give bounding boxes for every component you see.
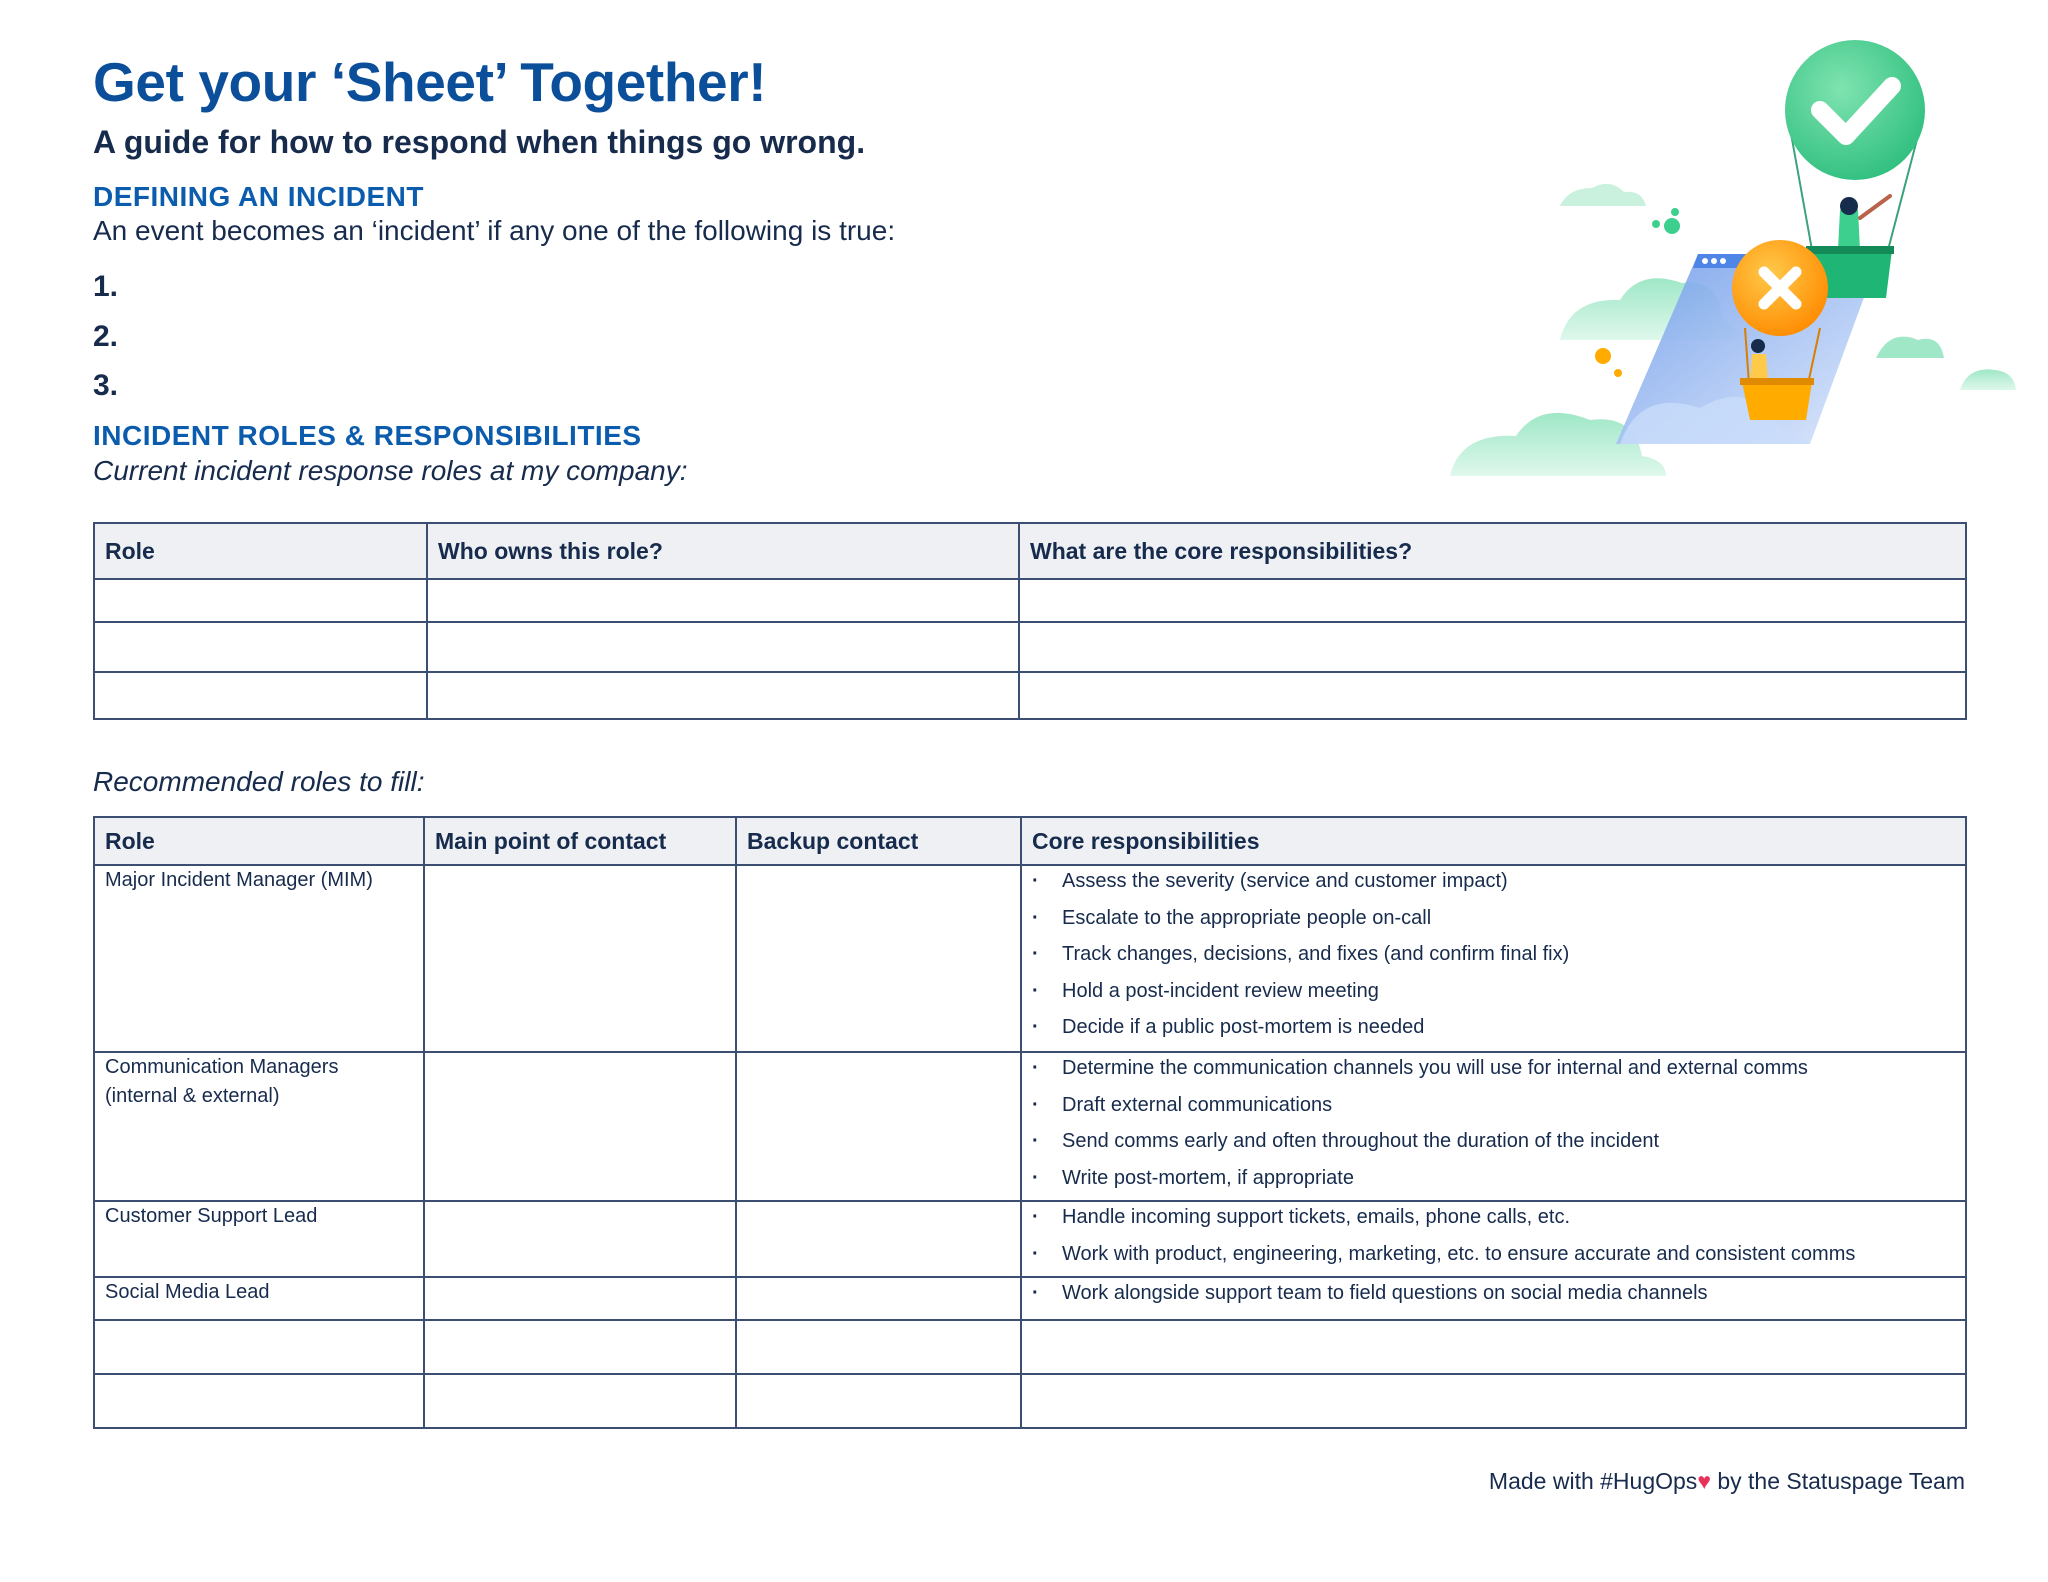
footer-credit	[1489, 1468, 1965, 1495]
column-header-core-responsibilities: Core responsibilities	[1021, 817, 1966, 865]
defining-incident-heading: DEFINING AN INCIDENT	[93, 181, 424, 212]
footer-text-before: Made with #HugOps	[1488, 1468, 1698, 1494]
backup-contact-cell[interactable]	[736, 1052, 1021, 1201]
dot-decoration	[1595, 348, 1611, 364]
page-subtitle: A guide for how to respond when things go wrong.	[93, 124, 866, 160]
table-row	[94, 622, 1966, 672]
table-row	[94, 1201, 1966, 1277]
responsibility-item: · Write post-mortem, if appropriate	[1032, 1163, 1955, 1200]
column-header-role: Role	[94, 817, 424, 865]
page-title: Get your ‘Sheet’ Together!	[93, 51, 767, 113]
responsibility-item: · Track changes, decisions, and fixes (and confirm final fix)	[1032, 939, 1955, 976]
main-contact-cell[interactable]	[424, 1052, 736, 1201]
dot-decoration	[1664, 218, 1680, 234]
current-roles-intro: Current incident response roles at my company:	[93, 455, 688, 486]
empty-cell[interactable]	[94, 1320, 424, 1374]
recommended-roles-table	[93, 816, 1967, 1429]
responsibility-item: · Hold a post-incident review meeting	[1032, 976, 1955, 1013]
responsibilities-cell	[1021, 1277, 1966, 1320]
balloons-illustration	[1420, 28, 2020, 488]
column-header-role: Role	[94, 523, 427, 579]
role-name: Communication Managers (internal & external)	[94, 1052, 424, 1201]
empty-cell[interactable]	[1019, 622, 1966, 672]
empty-cell[interactable]	[94, 672, 427, 719]
empty-cell[interactable]	[427, 672, 1019, 719]
column-header-owner: Who owns this role?	[427, 523, 1019, 579]
responsibility-item: · Determine the communication channels you will use for internal and external comms	[1032, 1053, 1955, 1090]
cloud-icon	[1876, 337, 1944, 358]
heart-icon: ♥	[1697, 1468, 1711, 1494]
incident-roles-heading: INCIDENT ROLES & RESPONSIBILITIES	[93, 420, 642, 451]
current-roles-table	[93, 522, 1967, 720]
responsibility-item: · Draft external communications	[1032, 1090, 1955, 1127]
main-contact-cell[interactable]	[424, 865, 736, 1052]
defining-incident-intro: An event becomes an ‘incident’ if any one of the following is true:	[93, 215, 896, 246]
empty-cell[interactable]	[1021, 1374, 1966, 1428]
table-header-row	[94, 523, 1966, 579]
table-row	[94, 1052, 1966, 1201]
responsibility-item: · Handle incoming support tickets, emails, phone calls, etc.	[1032, 1202, 1955, 1239]
dot-decoration	[1671, 208, 1679, 216]
empty-cell[interactable]	[736, 1374, 1021, 1428]
responsibility-item: · Decide if a public post-mortem is needed	[1032, 1012, 1955, 1049]
cloud-icon	[1560, 184, 1646, 206]
empty-cell[interactable]	[1019, 672, 1966, 719]
table-row	[94, 1374, 1966, 1428]
backup-contact-cell[interactable]	[736, 1277, 1021, 1320]
dot-decoration	[1652, 220, 1660, 228]
responsibility-item: · Work with product, engineering, marketing, etc. to ensure accurate and consistent comms	[1032, 1239, 1955, 1276]
cloud-icon	[1960, 369, 2016, 390]
empty-cell[interactable]	[1019, 579, 1966, 622]
role-name: Social Media Lead	[94, 1277, 424, 1320]
column-header-backup-contact: Backup contact	[736, 817, 1021, 865]
table-row	[94, 579, 1966, 622]
table-row	[94, 1320, 1966, 1374]
footer-text-after: by the Statuspage Team	[1710, 1468, 1965, 1494]
backup-contact-cell[interactable]	[736, 865, 1021, 1052]
table-header-row	[94, 817, 1966, 865]
incident-criterion-3: 3.	[93, 369, 119, 402]
empty-cell[interactable]	[94, 1374, 424, 1428]
empty-cell[interactable]	[427, 579, 1019, 622]
empty-cell[interactable]	[424, 1374, 736, 1428]
column-header-main-contact: Main point of contact	[424, 817, 736, 865]
incident-criterion-1: 1.	[93, 270, 119, 303]
empty-cell[interactable]	[94, 622, 427, 672]
empty-cell[interactable]	[736, 1320, 1021, 1374]
table-row	[94, 1277, 1966, 1320]
responsibility-item: · Assess the severity (service and customer impact)	[1032, 866, 1955, 903]
responsibility-item: · Escalate to the appropriate people on-call	[1032, 903, 1955, 940]
responsibilities-cell	[1021, 865, 1966, 1052]
role-name: Major Incident Manager (MIM)	[94, 865, 424, 1052]
empty-cell[interactable]	[94, 579, 427, 622]
backup-contact-cell[interactable]	[736, 1201, 1021, 1277]
empty-cell[interactable]	[424, 1320, 736, 1374]
dot-decoration	[1614, 369, 1622, 377]
column-header-responsibilities: What are the core responsibilities?	[1019, 523, 1966, 579]
responsibilities-cell	[1021, 1052, 1966, 1201]
role-name: Customer Support Lead	[94, 1201, 424, 1277]
empty-cell[interactable]	[1021, 1320, 1966, 1374]
recommended-roles-heading: Recommended roles to fill:	[93, 766, 425, 797]
responsibilities-cell	[1021, 1201, 1966, 1277]
main-contact-cell[interactable]	[424, 1201, 736, 1277]
table-row	[94, 865, 1966, 1052]
incident-criterion-2: 2.	[93, 320, 119, 353]
responsibility-item: · Work alongside support team to field questions on social media channels	[1032, 1278, 1955, 1315]
empty-cell[interactable]	[427, 622, 1019, 672]
responsibility-item: · Send comms early and often throughout the duration of the incident	[1032, 1126, 1955, 1163]
table-row	[94, 672, 1966, 719]
main-contact-cell[interactable]	[424, 1277, 736, 1320]
